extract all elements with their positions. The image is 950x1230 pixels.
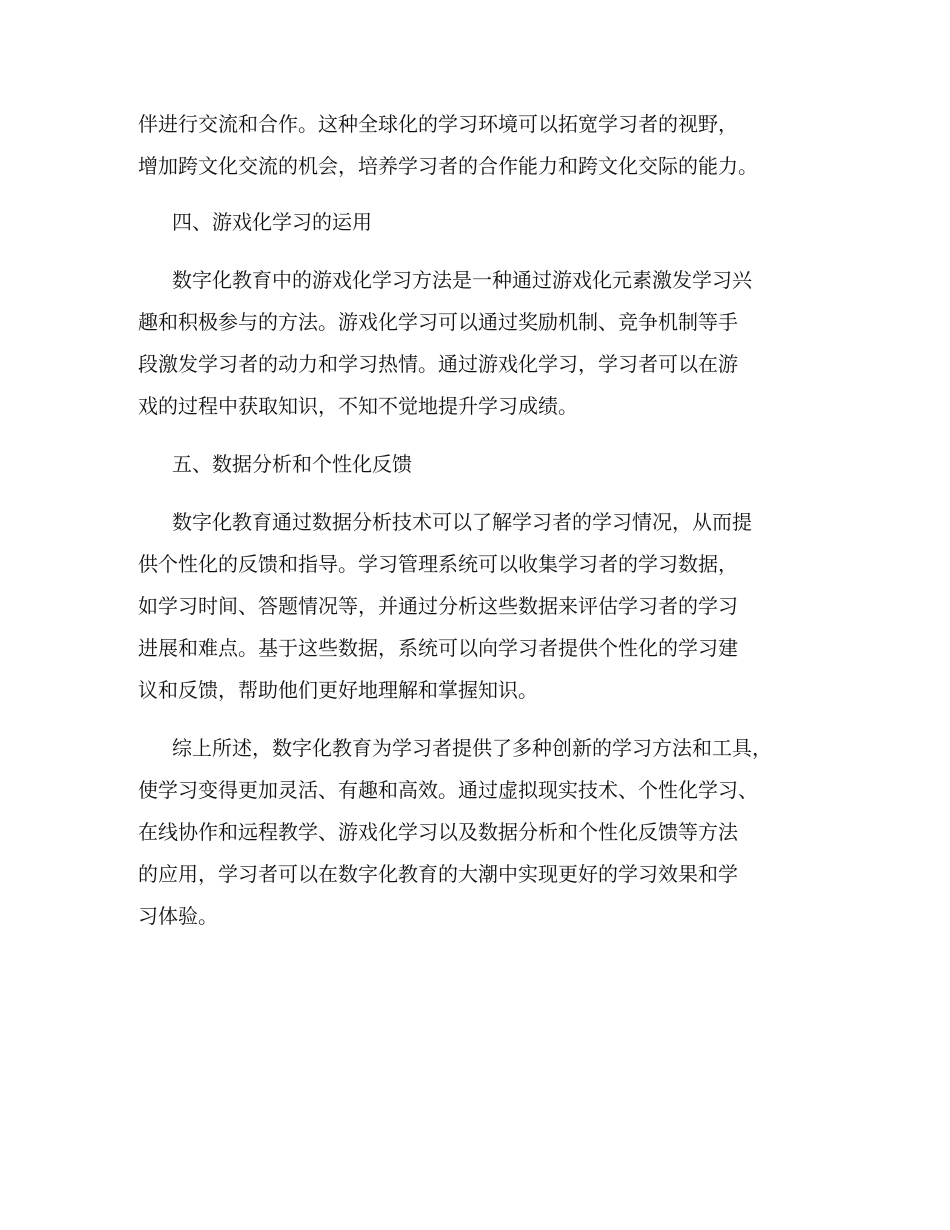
paragraph-line: 在线协作和远程教学、游戏化学习以及数据分析和个性化反馈等方法 bbox=[138, 820, 738, 844]
paragraph-line: 增加跨文化交流的机会，培养学习者的合作能力和跨文化交际的能力。 bbox=[138, 154, 758, 178]
paragraph-line: 使学习变得更加灵活、有趣和高效。通过虚拟现实技术、个性化学习、 bbox=[138, 778, 758, 802]
paragraph-line: 供个性化的反馈和指导。学习管理系统可以收集学习者的学习数据， bbox=[138, 552, 738, 576]
paragraph-line: 数字化教育通过数据分析技术可以了解学习者的学习情况，从而提 bbox=[172, 510, 752, 534]
paragraph-line: 伴进行交流和合作。这种全球化的学习环境可以拓宽学习者的视野， bbox=[138, 112, 738, 136]
paragraph-line: 戏的过程中获取知识，不知不觉地提升学习成绩。 bbox=[138, 394, 578, 418]
paragraph-line: 数字化教育中的游戏化学习方法是一种通过游戏化元素激发学习兴 bbox=[172, 268, 752, 292]
paragraph-line: 进展和难点。基于这些数据，系统可以向学习者提供个性化的学习建 bbox=[138, 636, 738, 660]
paragraph-line: 的应用，学习者可以在数字化教育的大潮中实现更好的学习效果和学 bbox=[138, 862, 738, 886]
paragraph-line: 议和反馈，帮助他们更好地理解和掌握知识。 bbox=[138, 678, 538, 702]
section-heading-5: 五、数据分析和个性化反馈 bbox=[172, 452, 412, 476]
paragraph-line: 综上所述，数字化教育为学习者提供了多种创新的学习方法和工具， bbox=[172, 736, 772, 760]
paragraph-line: 习体验。 bbox=[138, 904, 218, 928]
paragraph-line: 如学习时间、答题情况等，并通过分析这些数据来评估学习者的学习 bbox=[138, 594, 738, 618]
section-heading-4: 四、游戏化学习的运用 bbox=[172, 210, 372, 234]
paragraph-line: 段激发学习者的动力和学习热情。通过游戏化学习，学习者可以在游 bbox=[138, 352, 738, 376]
paragraph-line: 趣和积极参与的方法。游戏化学习可以通过奖励机制、竞争机制等手 bbox=[138, 310, 738, 334]
